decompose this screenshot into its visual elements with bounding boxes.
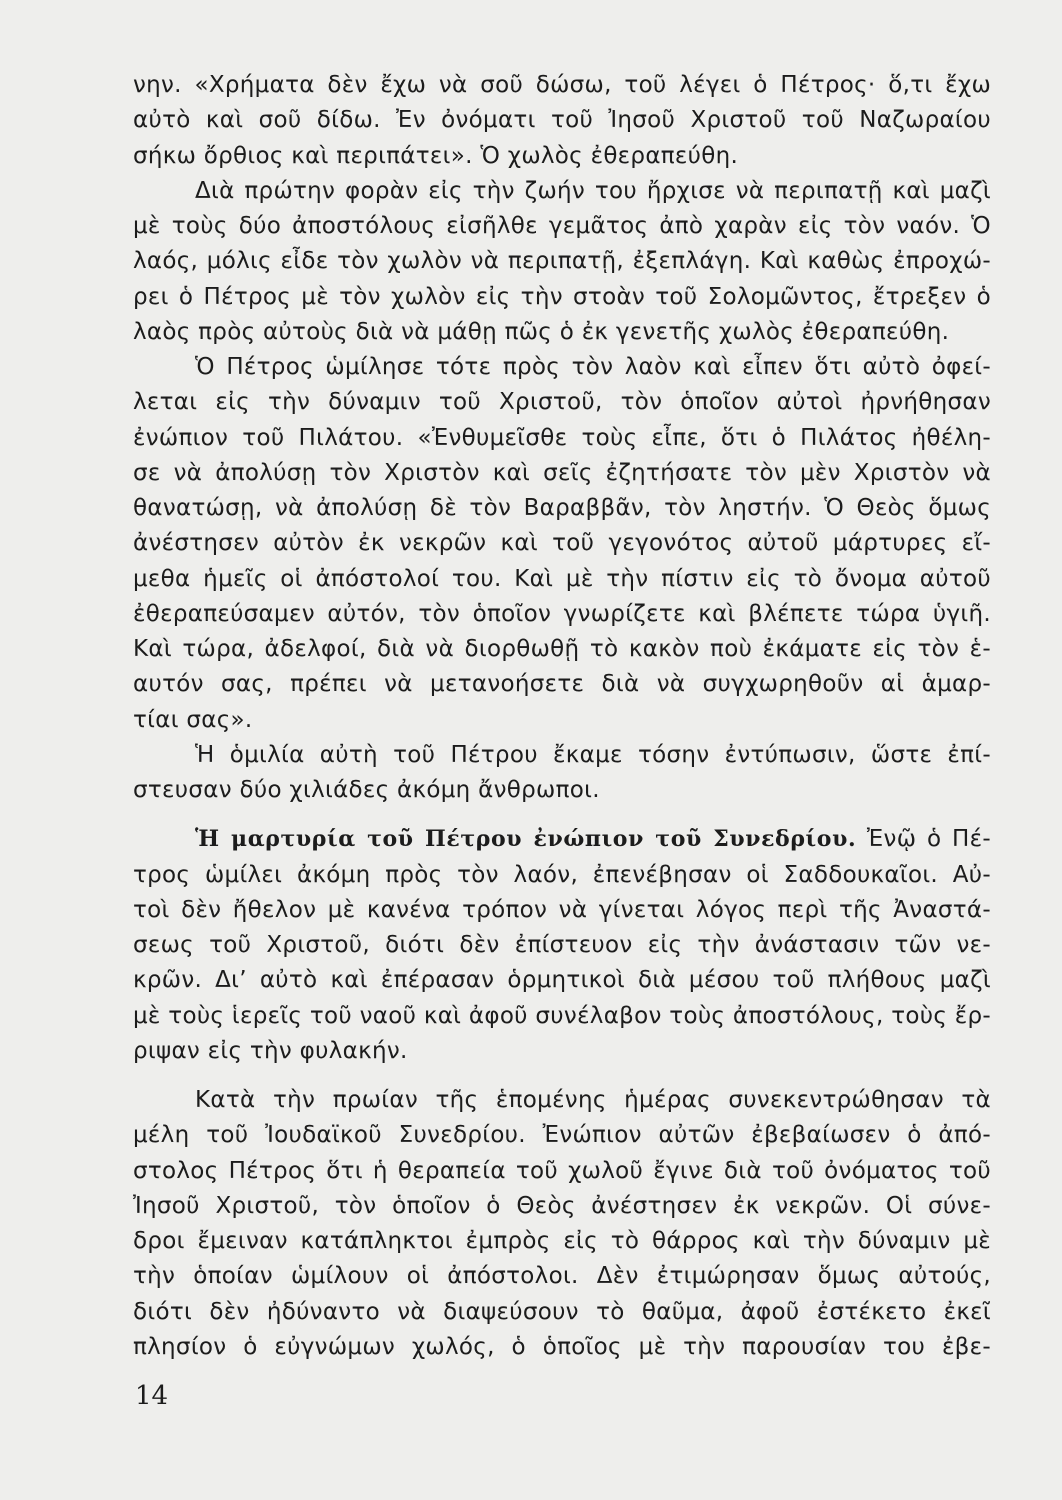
text-line: μέλη τοῦ Ἰουδαϊκοῦ Συνεδρίου. Ἐνώπιον αὐτῶν ἐβεβαίωσεν ὁ ἀπό- bbox=[133, 1122, 991, 1149]
text-line: τρος ὡμίλει ἀκόμη πρὸς τὸν λαόν, ἐπενέβησαν οἱ Σαδδουκαῖοι. Αὐ- bbox=[133, 861, 991, 888]
text-line: ρει ὁ Πέτρος μὲ τὸν χωλὸν εἰς τὴν στοὰν τοῦ Σολομῶντος, ἔτρεξεν ὁ bbox=[133, 283, 991, 310]
text-line: μεθα ἡμεῖς οἱ ἀπόστολοί του. Καὶ μὲ τὴν πίστιν εἰς τὸ ὄνομα αὐτοῦ bbox=[133, 565, 991, 592]
text-line: Κατὰ τὴν πρωίαν τῆς ἑπομένης ἡμέρας συνεκεντρώθησαν τὰ bbox=[195, 1087, 991, 1113]
text-line: μὲ τοὺς ἱερεῖς τοῦ ναοῦ καὶ ἀφοῦ συνέλαβον τοὺς ἀποστόλους, τοὺς ἔρ- bbox=[133, 1002, 991, 1029]
text-line: μὲ τοὺς δύο ἀποστόλους εἰσῆλθε γεμᾶτος ἀπὸ χαρὰν εἰς τὸν ναόν. Ὁ bbox=[133, 213, 991, 239]
paragraph-gap bbox=[133, 808, 991, 822]
section-heading: Ἡ μαρτυρία τοῦ Πέτρου ἐνώπιον τοῦ Συνεδρίου. bbox=[195, 826, 857, 853]
text-line: κρῶν. Δι’ αὐτὸ καὶ ἐπέρασαν ὁρμητικοὶ διὰ μέσου τοῦ πλήθους μαζὶ bbox=[133, 967, 991, 994]
text-line: σεως τοῦ Χριστοῦ, διότι δὲν ἐπίστευον εἰς τὴν ἀνάστασιν τῶν νε- bbox=[133, 932, 991, 958]
paragraph-gap bbox=[133, 1069, 991, 1083]
text-line: διότι δὲν ἠδύναντο νὰ διαψεύσουν τὸ θαῦμα, ἀφοῦ ἐστέκετο ἐκεῖ bbox=[133, 1298, 991, 1325]
section-heading-continuation: Ἐνῷ ὁ Πέ- bbox=[866, 826, 991, 853]
page-number: 14 bbox=[135, 1381, 169, 1411]
text-line: λαὸς πρὸς αὐτοὺς διὰ νὰ μάθῃ πῶς ὁ ἐκ γενετῆς χωλὸς ἐθεραπεύθη. bbox=[133, 318, 950, 345]
text-line: ἀνέστησεν αὐτὸν ἐκ νεκρῶν καὶ τοῦ γεγονότος αὐτοῦ μάρτυρες εἴ- bbox=[133, 530, 991, 557]
text-line: Ὁ Πέτρος ὡμίλησε τότε πρὸς τὸν λαὸν καὶ εἶπεν ὅτι αὐτὸ ὀφεί- bbox=[195, 354, 991, 380]
text-line: ριψαν εἰς τὴν φυλακήν. bbox=[133, 1037, 408, 1064]
text-line: Καὶ τώρα, ἀδελφοί, διὰ νὰ διορθωθῇ τὸ κακὸν ποὺ ἐκάματε εἰς τὸν ἑ- bbox=[133, 636, 991, 662]
text-line: θανατώσῃ, νὰ ἀπολύσῃ δὲ τὸν Βαραββᾶν, τὸν ληστήν. Ὁ Θεὸς ὅμως bbox=[133, 495, 991, 521]
text-line: σε νὰ ἀπολύσῃ τὸν Χριστὸν καὶ σεῖς ἐζητήσατε τὸν μὲν Χριστὸν νὰ bbox=[133, 459, 991, 486]
text-line: ἐθεραπεύσαμεν αὐτόν, τὸν ὁποῖον γνωρίζετε καὶ βλέπετε τώρα ὑγιῆ. bbox=[133, 600, 991, 627]
section-first-line bbox=[133, 822, 991, 857]
text-line: δροι ἔμειναν κατάπληκτοι ἐμπρὸς εἰς τὸ θάρρος καὶ τὴν δύναμιν μὲ bbox=[133, 1228, 991, 1254]
text-line: πλησίον ὁ εὐγνώμων χωλός, ὁ ὁποῖος μὲ τὴν παρουσίαν του ἐβε- bbox=[133, 1333, 991, 1360]
text-line: ἐνώπιον τοῦ Πιλάτου. «Ἐνθυμεῖσθε τοὺς εἶπε, ὅτι ὁ Πιλάτος ἠθέλη- bbox=[133, 424, 991, 451]
text-line: τὴν ὁποίαν ὡμίλουν οἱ ἀπόστολοι. Δὲν ἐτιμώρησαν ὅμως αὐτούς, bbox=[133, 1263, 991, 1290]
text-line: αὐτὸ καὶ σοῦ δίδω. Ἐν ὀνόματι τοῦ Ἰησοῦ Χριστοῦ τοῦ Ναζωραίου bbox=[133, 107, 991, 134]
text-line: λεται εἰς τὴν δύναμιν τοῦ Χριστοῦ, τὸν ὁποῖον αὐτοὶ ἠρνήθησαν bbox=[133, 389, 991, 416]
text-line: σήκω ὄρθιος καὶ περιπάτει». Ὁ χωλὸς ἐθεραπεύθη. bbox=[133, 142, 739, 169]
text-line: νην. «Χρήματα δὲν ἔχω νὰ σοῦ δώσω, τοῦ λέγει ὁ Πέτρος· ὅ,τι ἔχω bbox=[133, 72, 991, 98]
text-line: τοὶ δὲν ἤθελον μὲ κανένα τρόπον νὰ γίνεται λόγος περὶ τῆς Ἀναστά- bbox=[133, 896, 991, 923]
text-line: Ἰησοῦ Χριστοῦ, τὸν ὁποῖον ὁ Θεὸς ἀνέστησεν ἐκ νεκρῶν. Οἱ σύνε- bbox=[133, 1192, 991, 1219]
text-line: στολος Πέτρος ὅτι ἡ θεραπεία τοῦ χωλοῦ ἔγινε διὰ τοῦ ὀνόματος τοῦ bbox=[133, 1157, 991, 1184]
text-line: Διὰ πρώτην φορὰν εἰς τὴν ζωήν του ἤρχισε νὰ περιπατῇ καὶ μαζὶ bbox=[195, 177, 991, 204]
text-line: λαός, μόλις εἶδε τὸν χωλὸν νὰ περιπατῇ, ἐξεπλάγη. Καὶ καθὼς ἐπροχώ- bbox=[133, 248, 991, 275]
body-text bbox=[133, 68, 991, 1365]
text-line: στευσαν δύο χιλιάδες ἀκόμη ἄνθρωποι. bbox=[133, 777, 600, 803]
text-line: Ἡ ὁμιλία αὐτὴ τοῦ Πέτρου ἔκαμε τόσην ἐντύπωσιν, ὥστε ἐπί- bbox=[195, 741, 991, 768]
text-line: τίαι σας». bbox=[133, 706, 253, 733]
text-line: αυτόν σας, πρέπει νὰ μετανοήσετε διὰ νὰ συγχωρηθοῦν αἱ ἁμαρ- bbox=[133, 671, 991, 698]
